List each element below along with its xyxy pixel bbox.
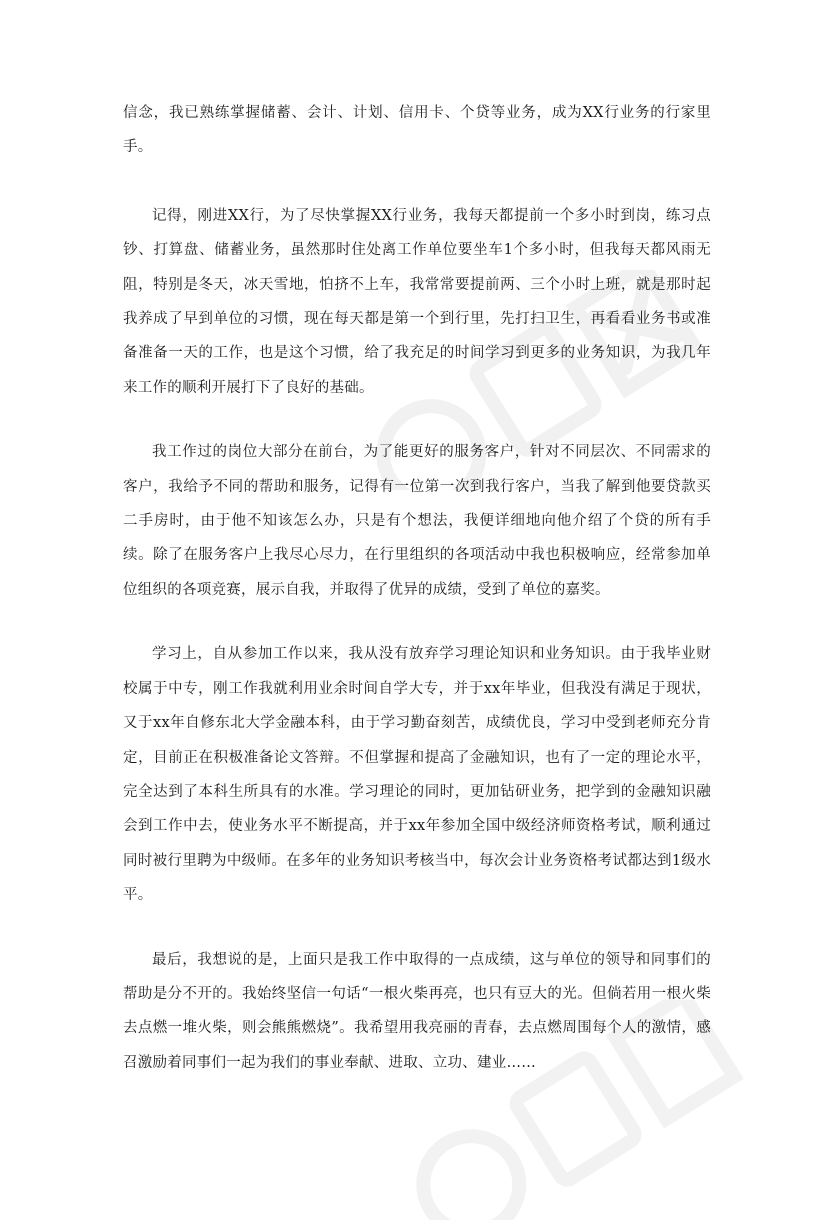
paragraph: 我工作过的岗位大部分在前台，为了能更好的服务客户，针对不同层次、不同需求的客户，我给予不同的帮助和服务，记得有一位第一次到我行客户，当我了解到他要贷款买二手房时，由于他不知该怎么办，只是有个想法，我便详细地向他介绍了个贷的所有手续。除了在服务客户上我尽心尽力，在行里组织的各项活动中我也积极响应，经常参加单位组织的各项竞赛，展示自我，并取得了优异的成绩，受到了单位的嘉奖。 [123, 444, 711, 598]
paragraph: 记得，刚进XX行，为了尽快掌握XX行业务，我每天都提前一个多小时到岗，练习点钞、打算盘、储蓄业务，虽然那时住处离工作单位要坐车1个多小时，但我每天都风雨无阻，特别是冬天，冰天雪地，怕挤不上车，我常常要提前两、三个小时上班，就是那时起我养成了早到单位的习惯，现在每天都是第一个到行里，先打扫卫生，再看看业务书或准备准备一天的工作，也是这个习惯，给了我充足的时间学习到更多的业务知识，为我几年来工作的顺利开展打下了良好的基础。 [123, 207, 711, 396]
paragraph: 学习上，自从参加工作以来，我从没有放弃学习理论知识和业务知识。由于我毕业财校属于中专，刚工作我就利用业余时间自学大专，并于xx年毕业，但我没有满足于现状，又于xx年自修东北大学金融本科，由于学习勤奋刻苦，成绩优良，学习中受到老师充分肯定，目前正在积极准备论文答辩。不但掌握和提高了金融知识，也有了一定的理论水平，完全达到了本科生所具有的水准。学习理论的同时，更加钻研业务，把学到的金融知识融会到工作中去，使业务水平不断提高，并于xx年参加全国中级经济师资格考试，顺利通过同时被行里聘为中级师。在多年的业务知识考核当中，每次会计业务资格考试都达到1级水平。 [123, 646, 711, 904]
paragraph: 信念，我已熟练掌握储蓄、会计、计划、信用卡、个贷等业务，成为XX行业务的行家里手。 [123, 105, 711, 156]
document-body [123, 96, 711, 1080]
paragraph: 最后，我想说的是，上面只是我工作中取得的一点成绩，这与单位的领导和同事们的帮助是分不开的。我始终坚信一句话“一根火柴再亮，也只有豆大的光。但倘若用一根火柴去点燃一堆火柴，则会熊熊燃烧”。我希望用我亮丽的青春，去点燃周围每个人的激情，感召激励着同事们一起为我们的事业奉献、进取、立功、建业…… [123, 951, 711, 1071]
